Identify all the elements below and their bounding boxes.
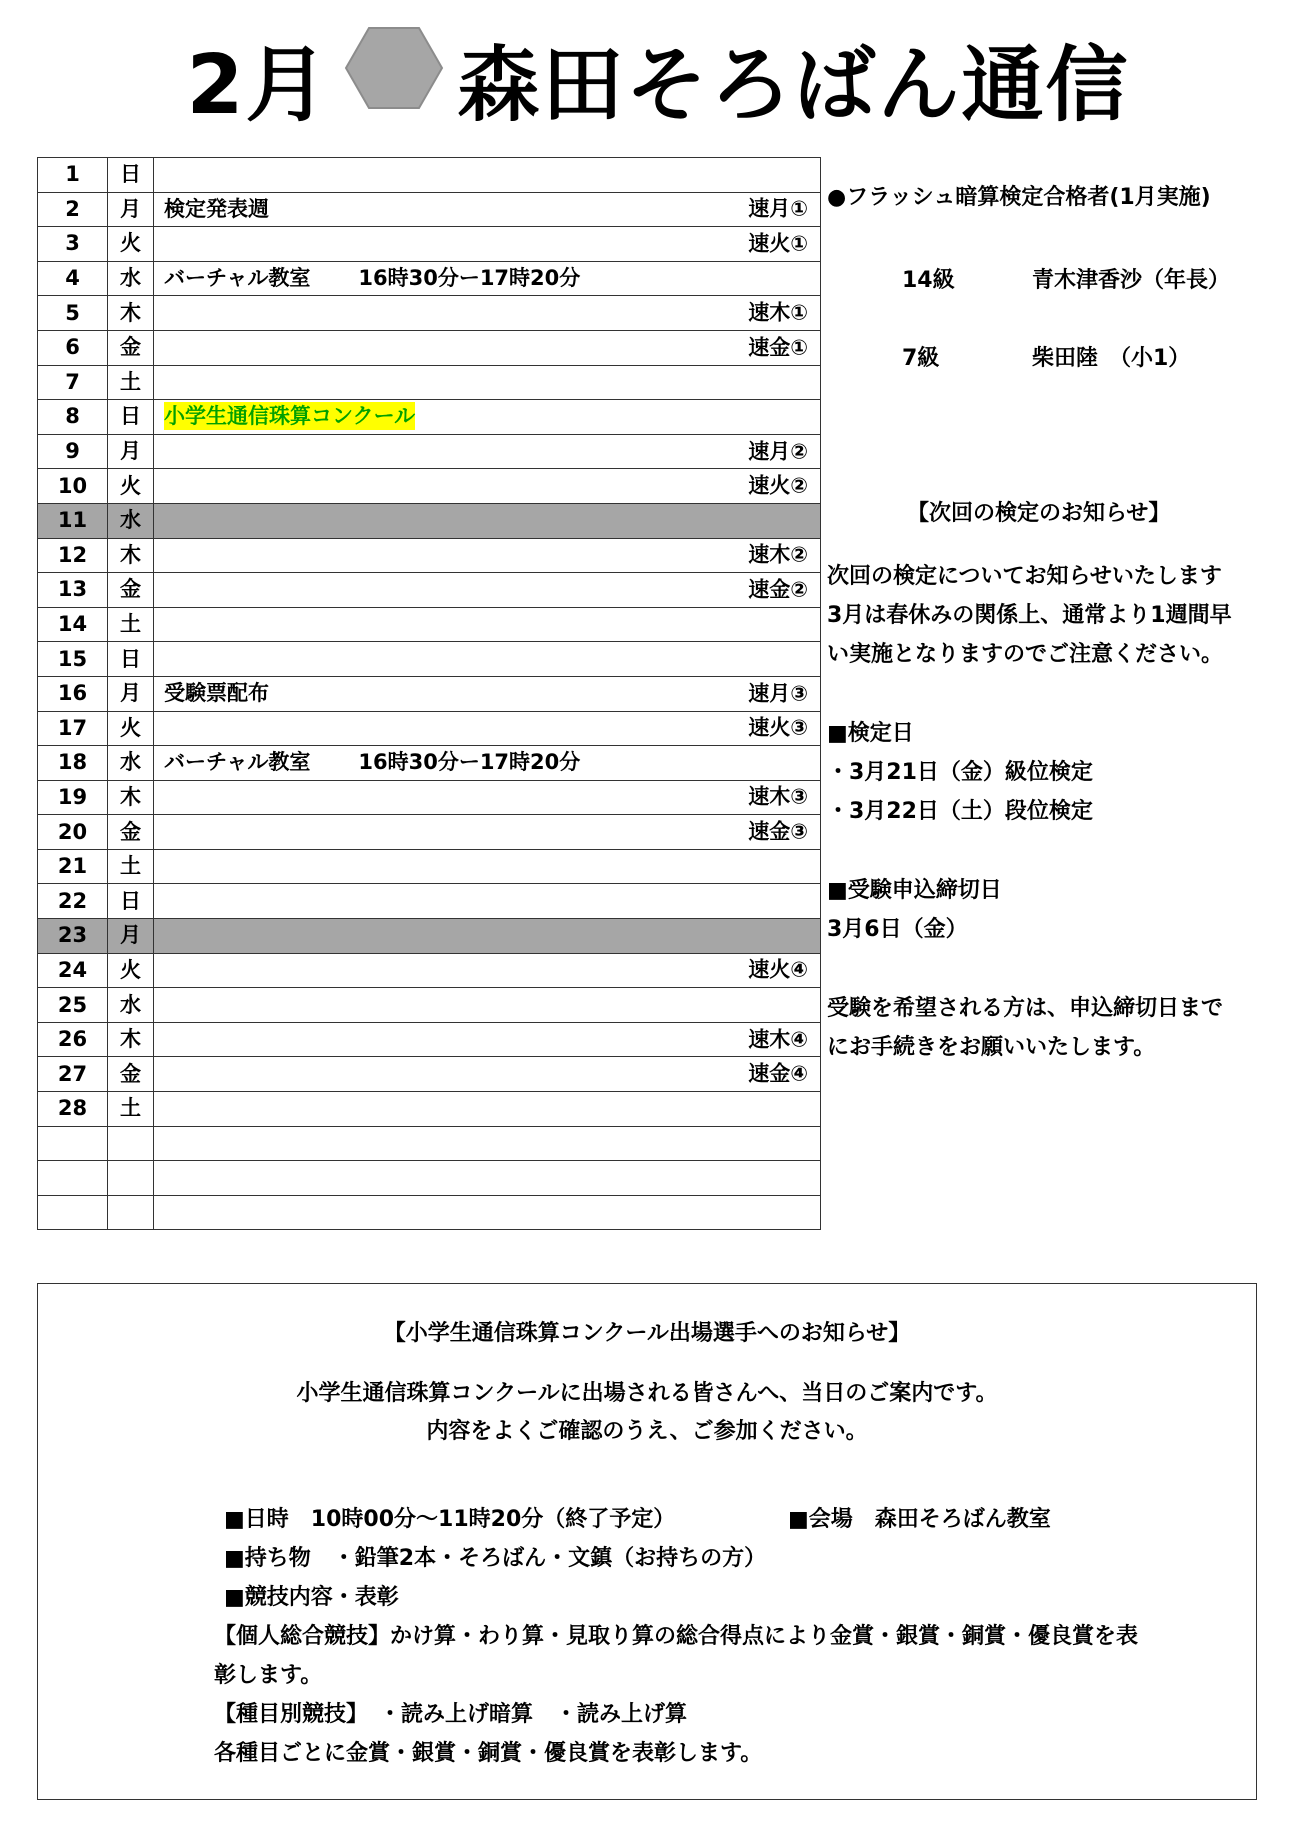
calendar-event-cell	[154, 642, 821, 677]
calendar-day	[38, 1195, 108, 1230]
calendar-row	[38, 434, 821, 469]
calendar-weekday: 火	[108, 711, 154, 746]
calendar-day: 21	[38, 849, 108, 884]
deadline-date: 3月6日（金）	[827, 917, 968, 942]
hexagon-icon	[344, 25, 444, 131]
calendar-class-label: 速金④	[748, 1061, 808, 1086]
notice-event: 【種目別競技】 ・読み上げ暗算 ・読み上げ算	[214, 1702, 688, 1727]
calendar-row	[38, 1195, 821, 1230]
calendar-event-cell	[154, 676, 821, 711]
calendar-row	[38, 1092, 821, 1127]
calendar-row	[38, 469, 821, 504]
exam-day-heading: ■検定日	[827, 721, 914, 746]
calendar-weekday: 金	[108, 330, 154, 365]
calendar-weekday: 日	[108, 642, 154, 677]
calendar-weekday: 水	[108, 746, 154, 781]
calendar-row	[38, 711, 821, 746]
exam-day: ・3月22日（土）段位検定	[827, 799, 1093, 824]
calendar-class-label: 速木②	[748, 542, 808, 567]
calendar-weekday: 水	[108, 988, 154, 1023]
calendar-event-cell	[154, 538, 821, 573]
contest-notice-box	[37, 1283, 1257, 1800]
calendar-weekday: 土	[108, 849, 154, 884]
calendar-event-cell	[154, 1057, 821, 1092]
calendar-weekday: 金	[108, 815, 154, 850]
calendar-class-label: 速火③	[748, 715, 808, 740]
calendar-row	[38, 296, 821, 331]
calendar-event-cell	[154, 780, 821, 815]
calendar-day	[38, 1161, 108, 1196]
calendar-event-cell	[154, 227, 821, 262]
calendar-day: 20	[38, 815, 108, 850]
calendar-event-cell	[154, 815, 821, 850]
notice-intro: 小学生通信珠算コンクールに出場される皆さんへ、当日のご案内です。	[296, 1381, 998, 1406]
calendar-weekday	[108, 1126, 154, 1161]
passer-name: 青木津香沙（年長）	[1032, 268, 1231, 293]
calendar-day: 9	[38, 434, 108, 469]
calendar-event: バーチャル教室	[164, 266, 311, 291]
calendar-row	[38, 884, 821, 919]
calendar-day: 4	[38, 261, 108, 296]
calendar-table	[37, 157, 821, 1230]
closing-text: にお手続きをお願いいたします。	[827, 1035, 1156, 1060]
calendar-weekday: 月	[108, 919, 154, 954]
passer-grade: 14級	[902, 268, 955, 293]
calendar-day: 24	[38, 953, 108, 988]
calendar-day: 8	[38, 400, 108, 435]
calendar-row	[38, 1022, 821, 1057]
calendar-day: 19	[38, 780, 108, 815]
calendar-event-cell	[154, 261, 821, 296]
calendar-day: 14	[38, 607, 108, 642]
calendar-row	[38, 919, 821, 954]
calendar-class-label: 速月②	[748, 439, 808, 464]
calendar-day: 26	[38, 1022, 108, 1057]
calendar-weekday: 金	[108, 1057, 154, 1092]
calendar-event-cell	[154, 469, 821, 504]
calendar-event-cell	[154, 503, 821, 538]
calendar-event-cell	[154, 919, 821, 954]
calendar-weekday: 月	[108, 676, 154, 711]
calendar-day: 23	[38, 919, 108, 954]
calendar-row	[38, 227, 821, 262]
calendar-row	[38, 988, 821, 1023]
calendar-day: 18	[38, 746, 108, 781]
calendar-weekday: 火	[108, 227, 154, 262]
calendar-event-time: 16時30分ー17時20分	[358, 266, 581, 291]
calendar-event-cell	[154, 849, 821, 884]
calendar-row	[38, 1161, 821, 1196]
calendar-row	[38, 1126, 821, 1161]
calendar-event-cell	[154, 711, 821, 746]
calendar-day: 16	[38, 676, 108, 711]
calendar-row	[38, 192, 821, 227]
closing-text: 受験を希望される方は、申込締切日まで	[827, 996, 1224, 1021]
calendar-weekday: 木	[108, 780, 154, 815]
calendar-row	[38, 815, 821, 850]
calendar-day: 15	[38, 642, 108, 677]
calendar-row	[38, 365, 821, 400]
page-title	[0, 18, 1316, 138]
calendar-weekday: 日	[108, 400, 154, 435]
exam-day: ・3月21日（金）級位検定	[827, 760, 1093, 785]
calendar-weekday: 火	[108, 469, 154, 504]
calendar-weekday: 火	[108, 953, 154, 988]
calendar-row	[38, 642, 821, 677]
notice-contents: ■競技内容・表彰	[224, 1585, 399, 1610]
calendar-day: 27	[38, 1057, 108, 1092]
calendar-day: 1	[38, 158, 108, 193]
calendar-weekday: 木	[108, 296, 154, 331]
calendar-weekday: 月	[108, 192, 154, 227]
passer-name: 柴田陸 （小1）	[1032, 346, 1191, 371]
calendar-row	[38, 261, 821, 296]
calendar-day: 22	[38, 884, 108, 919]
calendar-row	[38, 503, 821, 538]
calendar-day: 11	[38, 503, 108, 538]
calendar-row	[38, 330, 821, 365]
calendar-class-label: 速火④	[748, 957, 808, 982]
calendar-event-cell	[154, 953, 821, 988]
calendar-day: 7	[38, 365, 108, 400]
calendar-class-label: 速月①	[748, 196, 808, 221]
calendar-event-cell	[154, 607, 821, 642]
calendar-row	[38, 953, 821, 988]
calendar-event-cell	[154, 1195, 821, 1230]
calendar-day	[38, 1126, 108, 1161]
title-month: 2月	[186, 37, 330, 133]
calendar-day: 10	[38, 469, 108, 504]
calendar-row	[38, 538, 821, 573]
calendar-row	[38, 849, 821, 884]
calendar-row	[38, 676, 821, 711]
notice-intro: 内容をよくご確認のうえ、ご参加ください。	[426, 1419, 868, 1444]
calendar-day: 17	[38, 711, 108, 746]
calendar-weekday: 木	[108, 538, 154, 573]
calendar-weekday: 月	[108, 434, 154, 469]
calendar-event-cell	[154, 365, 821, 400]
notice-event-award: 各種目ごとに金賞・銀賞・銅賞・優良賞を表彰します。	[214, 1741, 763, 1766]
calendar-event: 検定発表週	[164, 196, 269, 221]
calendar-event: バーチャル教室	[164, 750, 311, 775]
calendar-weekday: 水	[108, 503, 154, 538]
calendar-weekday: 水	[108, 261, 154, 296]
calendar-row	[38, 1057, 821, 1092]
calendar-class-label: 速木③	[748, 784, 808, 809]
calendar-event-cell	[154, 573, 821, 608]
calendar-class-label: 速木①	[748, 300, 808, 325]
calendar-event-highlight: 小学生通信珠算コンクール	[164, 404, 416, 429]
title-name: 森田そろばん通信	[457, 37, 1130, 133]
calendar-day: 3	[38, 227, 108, 262]
passer-grade: 7級	[902, 346, 940, 371]
next-exam-text: 3月は春休みの関係上、通常より1週間早	[827, 603, 1232, 628]
calendar-row	[38, 400, 821, 435]
next-exam-text: 次回の検定についてお知らせいたします	[827, 564, 1222, 589]
calendar-day: 28	[38, 1092, 108, 1127]
calendar-day: 13	[38, 573, 108, 608]
calendar-class-label: 速金②	[748, 577, 808, 602]
notice-datetime: ■日時 10時00分〜11時20分（終了予定）	[224, 1507, 676, 1532]
calendar-weekday: 土	[108, 607, 154, 642]
notice-venue: ■会場 森田そろばん教室	[788, 1507, 1051, 1532]
calendar-event-cell	[154, 296, 821, 331]
calendar-weekday	[108, 1161, 154, 1196]
calendar-day: 2	[38, 192, 108, 227]
calendar-day: 25	[38, 988, 108, 1023]
calendar-class-label: 速金③	[748, 819, 808, 844]
calendar-event: 受験票配布	[164, 681, 269, 706]
calendar-event-cell	[154, 884, 821, 919]
calendar-event-cell	[154, 1161, 821, 1196]
calendar-weekday: 木	[108, 1022, 154, 1057]
calendar-event-cell	[154, 330, 821, 365]
calendar-event-cell	[154, 434, 821, 469]
calendar-event-cell	[154, 1092, 821, 1127]
calendar-row	[38, 607, 821, 642]
notice-individual: 彰します。	[214, 1663, 323, 1688]
calendar-event-cell	[154, 400, 821, 435]
next-exam-text: い実施となりますのでご注意ください。	[827, 642, 1224, 667]
calendar-weekday: 土	[108, 365, 154, 400]
calendar-class-label: 速火①	[748, 231, 808, 256]
calendar-event-cell	[154, 1126, 821, 1161]
calendar-day: 12	[38, 538, 108, 573]
calendar-day: 6	[38, 330, 108, 365]
notice-individual: 【個人総合競技】かけ算・わり算・見取り算の総合得点により金賞・銀賞・銅賞・優良賞を表	[214, 1624, 1139, 1649]
calendar-weekday: 日	[108, 884, 154, 919]
calendar-class-label: 速月③	[748, 681, 808, 706]
calendar-class-label: 速火②	[748, 473, 808, 498]
flash-heading: ●フラッシュ暗算検定合格者(1月実施)	[827, 185, 1211, 210]
calendar-event-cell	[154, 158, 821, 193]
notice-items: ■持ち物 ・鉛筆2本・そろばん・文鎮（お持ちの方）	[224, 1546, 767, 1571]
calendar-event-cell	[154, 988, 821, 1023]
notice-heading: 【小学生通信珠算コンクール出場選手へのお知らせ】	[383, 1321, 911, 1346]
calendar-day: 5	[38, 296, 108, 331]
calendar-class-label: 速木④	[748, 1027, 808, 1052]
deadline-heading: ■受験申込締切日	[827, 878, 1002, 903]
calendar-row	[38, 780, 821, 815]
calendar-weekday: 金	[108, 573, 154, 608]
calendar-event-cell	[154, 746, 821, 781]
calendar-row	[38, 573, 821, 608]
calendar-weekday: 日	[108, 158, 154, 193]
calendar-weekday	[108, 1195, 154, 1230]
calendar-event-cell	[154, 1022, 821, 1057]
calendar-event-time: 16時30分ー17時20分	[358, 750, 581, 775]
calendar-event-cell	[154, 192, 821, 227]
calendar-class-label: 速金①	[748, 335, 808, 360]
calendar-weekday: 土	[108, 1092, 154, 1127]
next-exam-heading: 【次回の検定のお知らせ】	[907, 501, 1171, 526]
calendar-row	[38, 746, 821, 781]
calendar-row	[38, 158, 821, 193]
